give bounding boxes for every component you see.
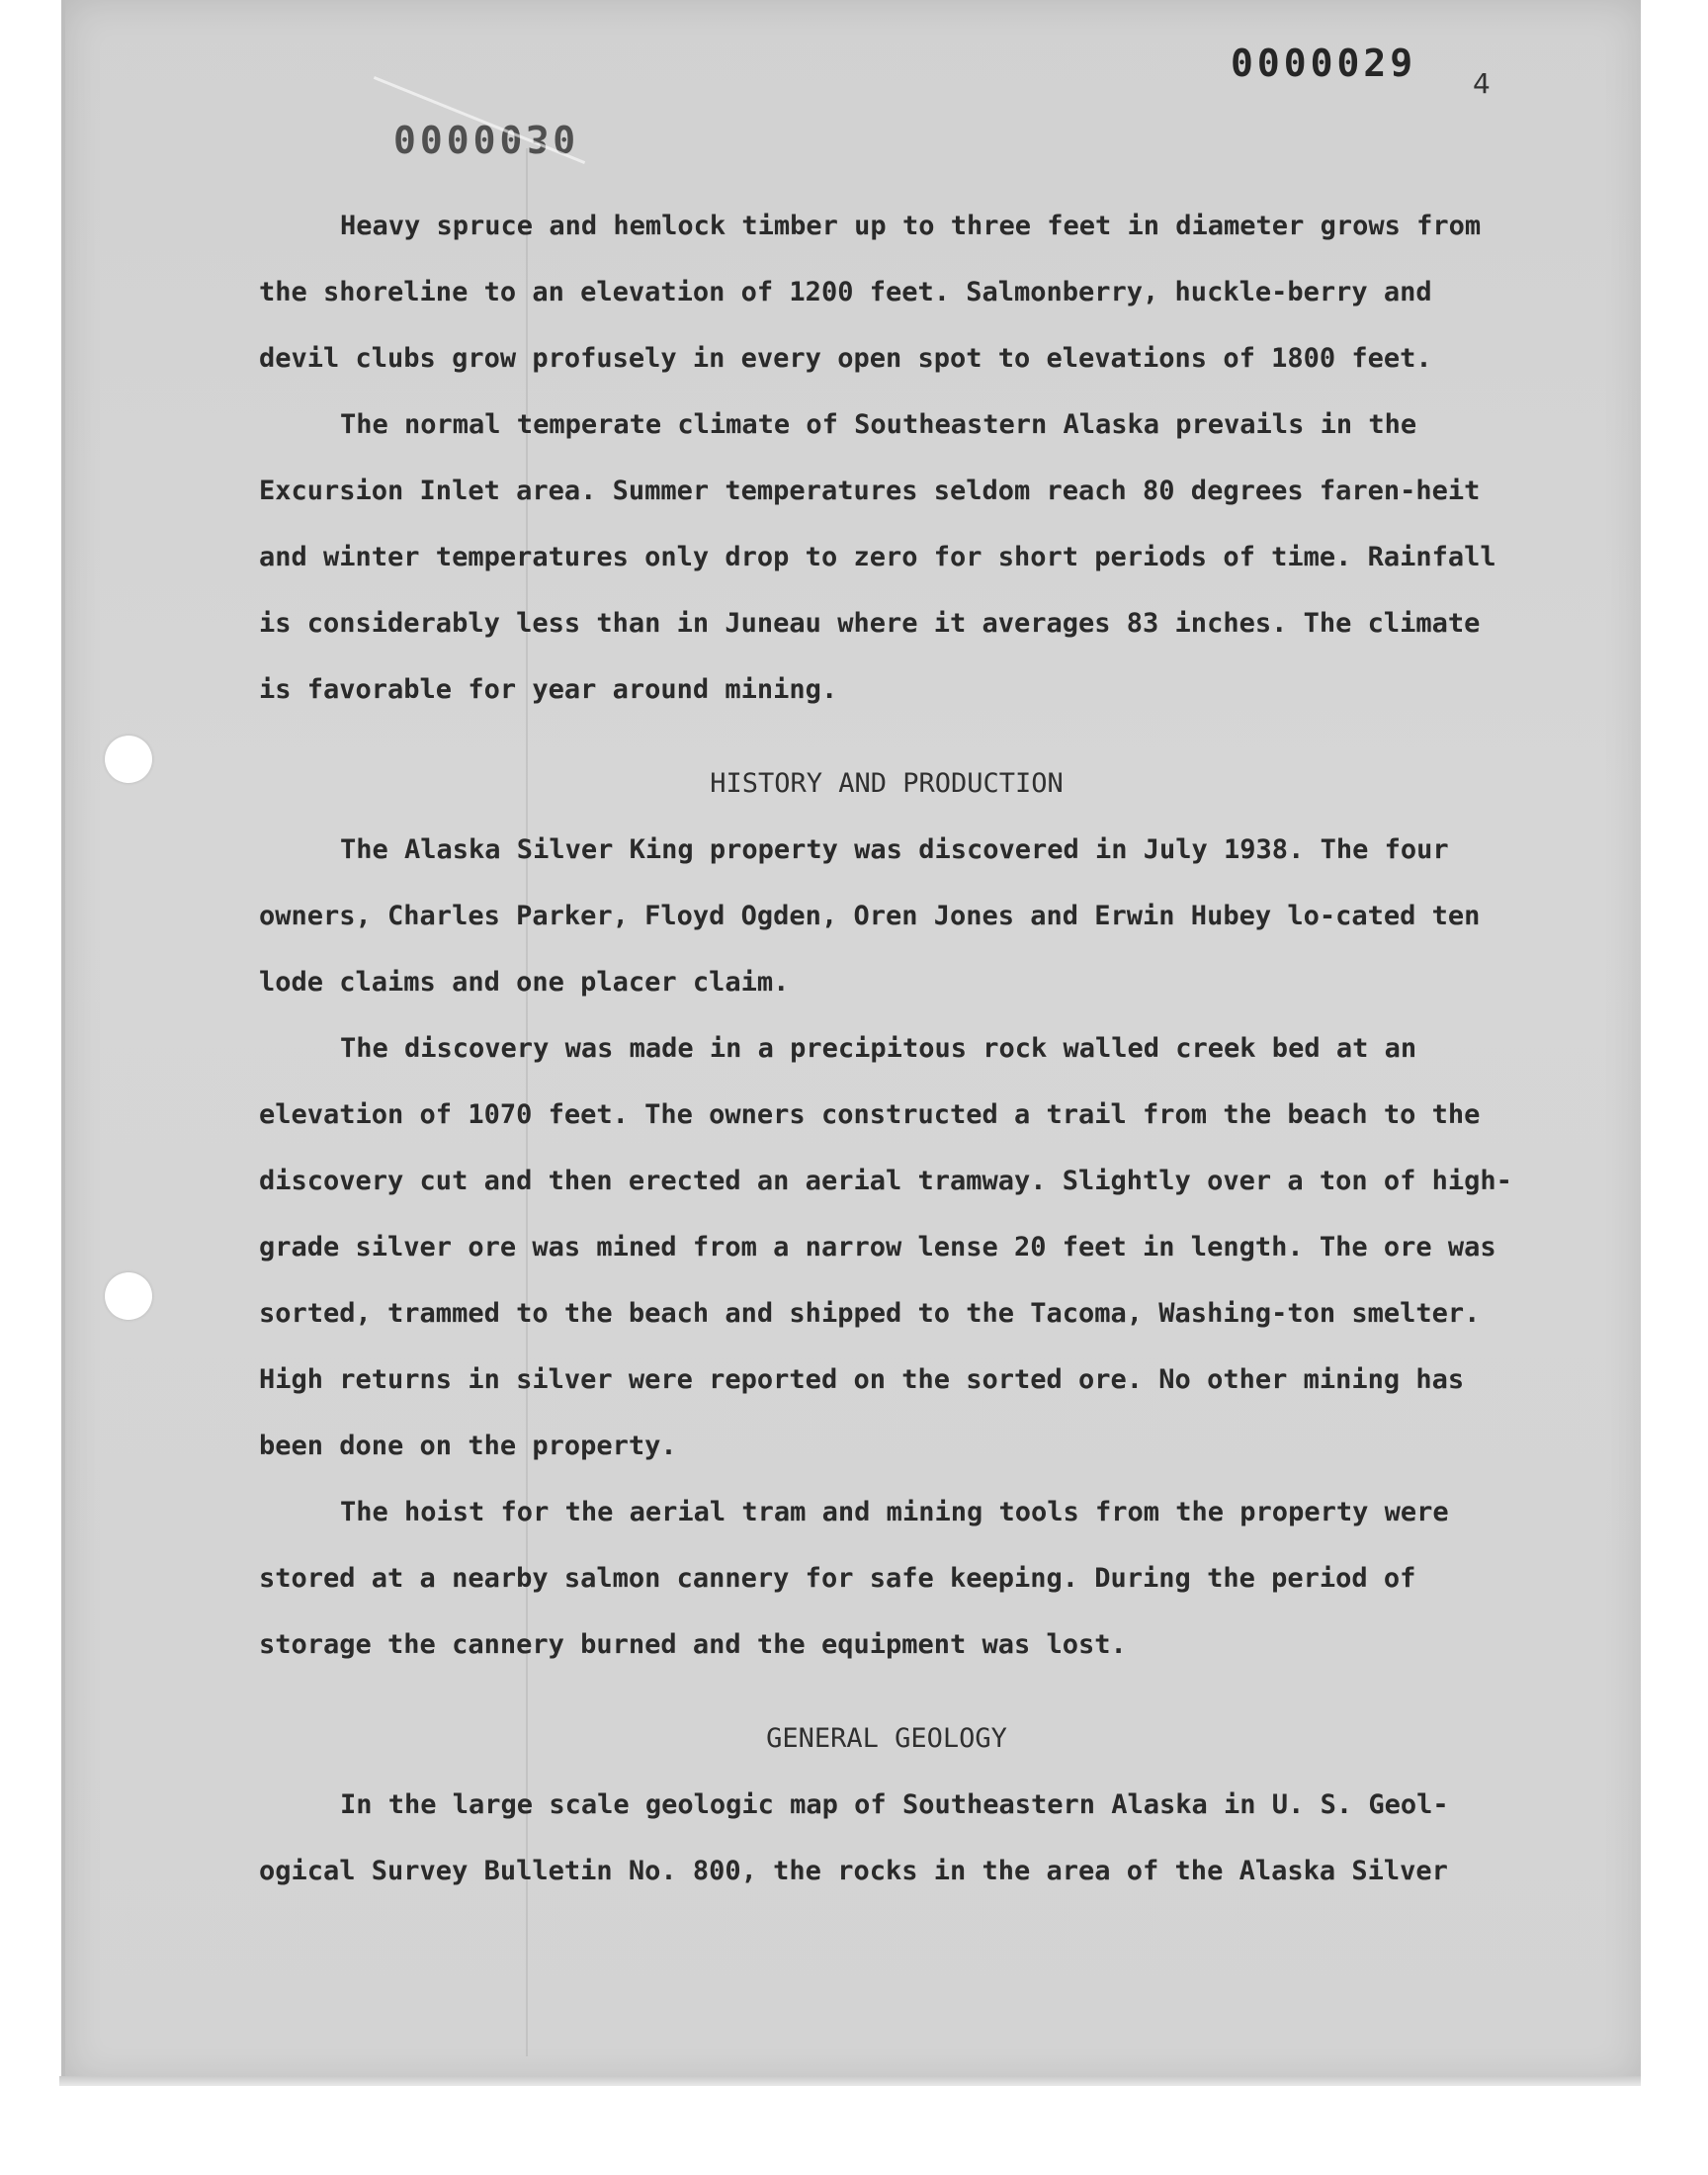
- punch-hole: [105, 736, 152, 783]
- mirrored-number-stamp: 0000030: [393, 117, 580, 160]
- document-number-stamp: 0000029: [1231, 42, 1417, 85]
- heading-general-geology: GENERAL GEOLOGY: [766, 1723, 1007, 1754]
- paragraph-climate: The normal temperate climate of Southeastern Alaska prevails in the Excursion Inlet area. Summer temperatures seldom reach 80 degrees faren-heit and winter temperatures only drop to zero for short periods of time. Rainfall is considerably less than in Juneau where it averages 83 inches. The climate is favorable for year around mining.: [259, 409, 1496, 705]
- paragraph-geology: In the large scale geologic map of Southeastern Alaska in U. S. Geol-ogical Survey Bulletin No. 800, the rocks in the area of the Alaska Silver: [259, 1789, 1449, 1886]
- paragraph-equipment-lost: The hoist for the aerial tram and mining tools from the property were stored at a nearby salmon cannery for safe keeping. During the period of storage the cannery burned and the equipment was lost.: [259, 1497, 1449, 1660]
- paragraph-discovery-mining: The discovery was made in a precipitous rock walled creek bed at an elevation of 1070 feet. The owners constructed a trail from the beach to the discovery cut and then erected an aerial tramway. Slightly over a ton of high-grade silver ore was mined from a narrow lense 20 feet in length. The ore was sorted, trammed to the beach and shipped to the Tacoma, Washing-ton smelter. High returns in silver were reported on the sorted ore. No other mining has been done on the property.: [259, 1033, 1512, 1461]
- punch-hole: [105, 1272, 152, 1320]
- heading-history-and-production: HISTORY AND PRODUCTION: [710, 768, 1064, 799]
- paragraph-discovery-owners: The Alaska Silver King property was discovered in July 1938. The four owners, Charles Parker, Floyd Ogden, Oren Jones and Erwin Hubey lo-cated ten lode claims and one placer claim.: [259, 834, 1481, 998]
- page-body: [259, 193, 1514, 1904]
- paragraph-vegetation: Heavy spruce and hemlock timber up to three feet in diameter grows from the shoreline to an elevation of 1200 feet. Salmonberry, huckle-berry and devil clubs grow profusely in every open spot to elevations of 1800 feet.: [259, 211, 1482, 374]
- page-bottom-edge: [59, 2076, 1641, 2086]
- page-number: 4: [1473, 67, 1491, 100]
